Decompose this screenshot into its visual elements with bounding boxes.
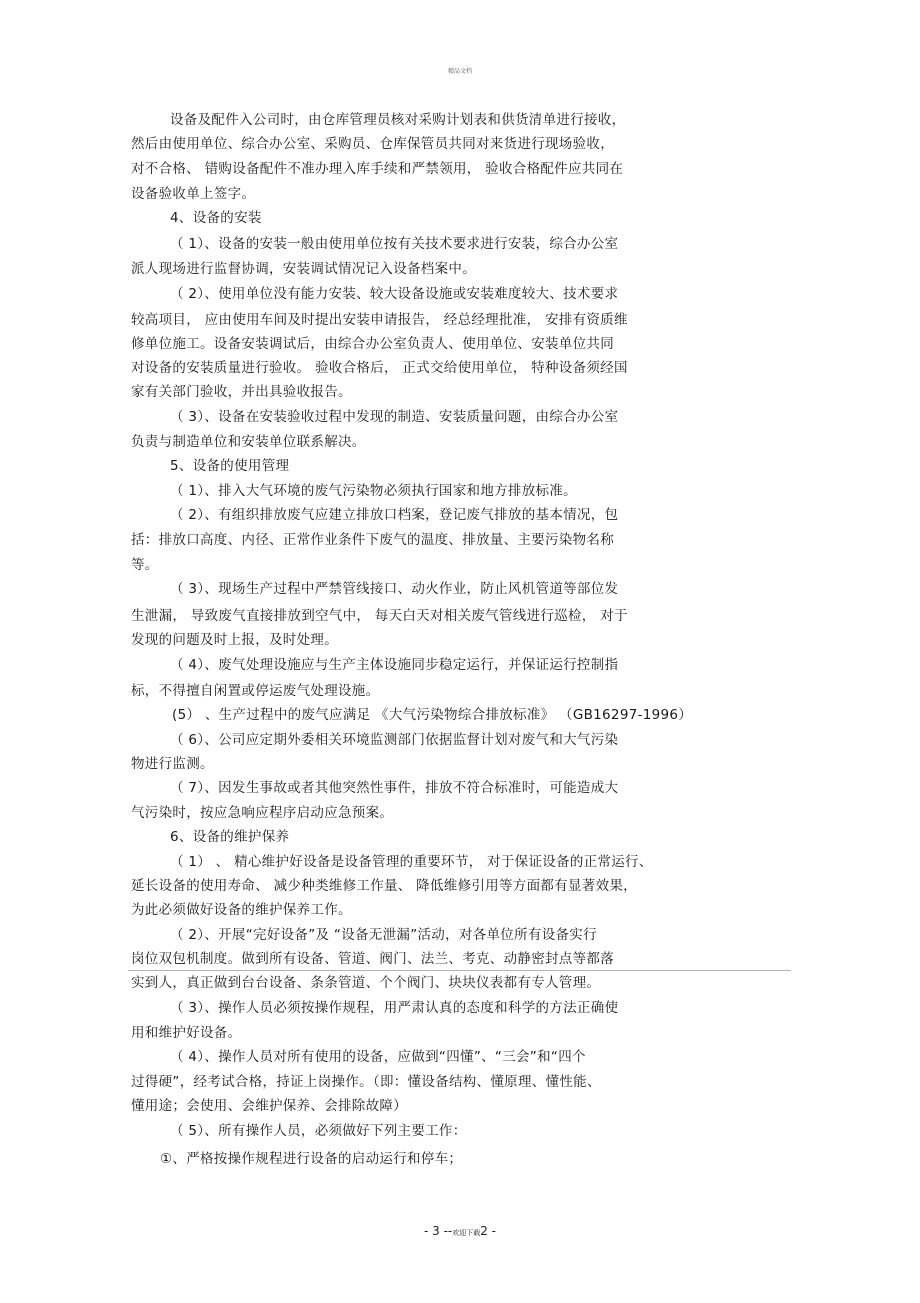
text-line: 家有关部门验收，并出具验收报告。: [131, 384, 352, 400]
footer-welcome: 欢迎下载: [452, 1229, 481, 1237]
text-line: 实到人，真正做到台台设备、条条管道、个个阀门、块块仪表都有专人管理。: [131, 975, 601, 991]
text-line: 负责与制造单位和安装单位联系解决。: [131, 434, 366, 450]
header-mark: 精品文档: [447, 68, 472, 75]
text-line: 物进行监测。: [131, 756, 214, 772]
text-line: （ 2）、开展“完好设备”及 “设备无泄漏”活动，对各单位所有设备实行: [170, 927, 597, 943]
text-line: ①、严格按操作规程进行设备的启动运行和停车；: [160, 1151, 463, 1167]
text-line: （ 3）、现场生产过程中严禁管线接口、动火作业，防止风机管道等部位发: [170, 581, 619, 597]
text-line: 对不合格、 错购设备配件不准办理入库手续和严禁领用， 验收合格配件应共同在: [131, 161, 624, 177]
text-line: 然后由使用单位、综合办公室、采购员、仓库保管员共同对来货进行现场验收，: [131, 136, 614, 152]
text-line: （ 1）、排入大气环境的废气污染物必须执行国家和地方排放标准。: [170, 483, 577, 499]
text-line: 设备验收单上签字。: [131, 186, 256, 202]
text-line: (5） 、生产过程中的废气应满足 《大气污染物综合排放标准》 （GB16297-1996）: [172, 707, 693, 723]
text-line: （ 3）、设备在安装验收过程中发现的制造、安装质量问题，由综合办公室: [170, 409, 619, 425]
text-line: 标，不得擅自闲置或停运废气处理设施。: [131, 683, 380, 699]
text-line: 派人现场进行监督协调，安装调试情况记入设备档案中。: [131, 261, 476, 277]
text-line: （ 6）、公司应定期外委相关环境监测部门依据监督计划对废气和大气污染: [170, 732, 619, 748]
text-line: （ 5）、所有操作人员，必须做好下列主要工作：: [170, 1123, 467, 1139]
text-line: （ 2）、使用单位没有能力安装、较大设备设施或安装难度较大、技术要求: [170, 286, 619, 302]
text-line: （ 7）、因发生事故或者其他突然性事件，排放不符合标准时，可能造成大: [170, 780, 619, 796]
text-line: 发现的问题及时上报，及时处理。: [131, 632, 338, 648]
page-number: - 3 --: [423, 1224, 453, 1238]
text-line: 用和维护好设备。: [131, 1025, 242, 1041]
text-line: 过得硬”，经考试合格，持证上岗操作。（即：懂设备结构、懂原理、懂性能、: [131, 1074, 601, 1090]
section-heading: 5、设备的使用管理: [170, 458, 290, 474]
divider-line: [128, 970, 791, 971]
text-line: 括：排放口高度、内径、正常作业条件下废气的温度、排放量、主要污染物名称: [131, 532, 614, 548]
text-line: 延长设备的使用寿命、 减少种类维修工作量、 降低维修引用等方面都有显著效果，: [131, 878, 637, 894]
text-line: （ 1） 、 精心维护好设备是设备管理的重要环节， 对于保证设备的正常运行、: [170, 854, 653, 870]
text-line: 修单位施工。设备安装调试后，由综合办公室负责人、使用单位、安装单位共同: [131, 336, 614, 352]
text-line: 气污染时，按应急响应程序启动应急预案。: [131, 805, 394, 821]
text-line: 岗位双包机制度。做到所有设备、管道、阀门、法兰、考克、动静密封点等都落: [131, 951, 614, 967]
page-footer: [400, 1224, 520, 1238]
text-line: （ 4）、操作人员对所有使用的设备，应做到“四懂”、“三会”和“四个: [170, 1049, 586, 1065]
text-line: 为此必须做好设备的维护保养工作。: [131, 902, 352, 918]
text-line: 生泄漏， 导致废气直接排放到空气中， 每天白天对相关废气管线进行巡检， 对于: [131, 608, 628, 624]
text-line: 等。: [131, 557, 159, 573]
text-line: （ 4）、废气处理设施应与生产主体设施同步稳定运行，并保证运行控制指: [170, 657, 619, 673]
text-line: 对设备的安装质量进行验收。 验收合格后， 正式交给使用单位， 特种设备须经国: [131, 360, 628, 376]
text-line: （ 2）、有组织排放废气应建立排放口档案，登记废气排放的基本情况，包: [170, 507, 619, 523]
text-line: （ 1）、设备的安装一般由使用单位按有关技术要求进行安装，综合办公室: [170, 236, 619, 252]
section-heading: 4、设备的安装: [170, 210, 262, 226]
text-line: 较高项目， 应由使用车间及时提出安装申请报告， 经总经理批准， 安排有资质维: [131, 312, 628, 328]
footer-number: 2 -: [480, 1224, 497, 1238]
text-line: （ 3）、操作人员必须按操作规程，用严肃认真的态度和科学的方法正确使: [170, 1000, 619, 1016]
text-line: 设备及配件入公司时，由仓库管理员核对采购计划表和供货清单进行接收，: [170, 112, 626, 128]
text-line: 懂用途；会使用、会维护保养、会排除故障）: [131, 1098, 407, 1114]
section-heading: 6、设备的维护保养: [170, 829, 290, 845]
